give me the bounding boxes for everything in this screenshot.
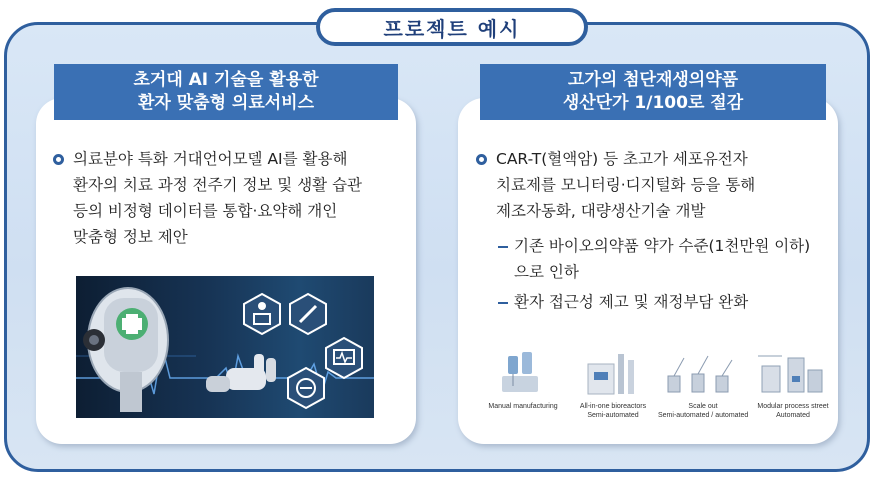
process-label: Manual manufacturing bbox=[488, 403, 558, 410]
page-title: 프로젝트 예시 bbox=[316, 8, 588, 46]
sub-dash-icon bbox=[498, 302, 508, 304]
right-sub-item-1 bbox=[514, 233, 810, 285]
sub-line: 으로 인하 bbox=[514, 263, 579, 281]
iv-bags-icon bbox=[478, 346, 568, 400]
process-item-scale-out bbox=[658, 346, 748, 426]
manufacturing-process-strip bbox=[478, 346, 838, 426]
right-bullet-text bbox=[496, 146, 755, 224]
left-bullet-line: 의료분야 특화 거대언어모델 AI를 활용해 bbox=[73, 150, 348, 168]
process-item-manual bbox=[478, 346, 568, 426]
left-header-line-2: 환자 맞춤형 의료서비스 bbox=[137, 93, 315, 113]
process-item-modular bbox=[748, 346, 838, 426]
process-label: Modular process street Automated bbox=[757, 403, 829, 419]
right-sub-item-2 bbox=[514, 289, 748, 315]
process-label: All-in-one bioreactors Semi-automated bbox=[579, 403, 647, 419]
sub-dash-icon bbox=[498, 246, 508, 248]
right-bullet-icon bbox=[476, 154, 487, 165]
right-bullet-line: 제조자동화, 대량생산기술 개발 bbox=[496, 202, 706, 220]
bioreactor-icon bbox=[568, 346, 658, 400]
left-bullet-line: 환자의 치료 과정 전주기 정보 및 생활 습관 bbox=[73, 176, 363, 194]
left-bullet-line: 등의 비정형 데이터를 통합·요약해 개인 bbox=[73, 202, 338, 220]
sub-line: 환자 접근성 제고 및 재정부담 완화 bbox=[514, 293, 749, 311]
left-bullet-text bbox=[73, 146, 362, 250]
ai-illustration-svg bbox=[76, 276, 374, 418]
right-header-line-1: 고가의 첨단재생의약품 bbox=[567, 70, 739, 90]
left-bullet-icon bbox=[53, 154, 64, 165]
process-label: Scale out Semi-automated / automated bbox=[658, 403, 749, 419]
process-item-bioreactor bbox=[568, 346, 658, 426]
pen-hand-icon bbox=[290, 294, 326, 334]
medical-cross-icon bbox=[116, 308, 148, 340]
right-header bbox=[480, 64, 826, 120]
robot-arms-icon bbox=[658, 346, 748, 400]
pill-capsule-icon bbox=[288, 368, 324, 408]
robot-head-icon bbox=[83, 288, 168, 412]
sub-line: 기존 바이오의약품 약가 수준(1천만원 이하) bbox=[514, 237, 811, 255]
ecg-monitor-icon bbox=[326, 338, 362, 378]
robot-hand-icon bbox=[206, 354, 276, 392]
right-bullet-line: CAR-T(혈액암) 등 초고가 세포유전자 bbox=[496, 150, 748, 168]
modular-street-icon bbox=[748, 346, 838, 400]
left-header bbox=[54, 64, 398, 120]
ai-medical-illustration bbox=[76, 276, 374, 418]
left-header-line-1: 초거대 AI 기술을 활용한 bbox=[133, 70, 319, 90]
right-header-line-2: 생산단가 1/100로 절감 bbox=[562, 93, 744, 113]
right-bullet-line: 치료제를 모니터링·디지털화 등을 통해 bbox=[496, 176, 756, 194]
doctor-podium-icon bbox=[244, 294, 280, 334]
left-bullet-line: 맞춤형 정보 제안 bbox=[73, 228, 188, 246]
